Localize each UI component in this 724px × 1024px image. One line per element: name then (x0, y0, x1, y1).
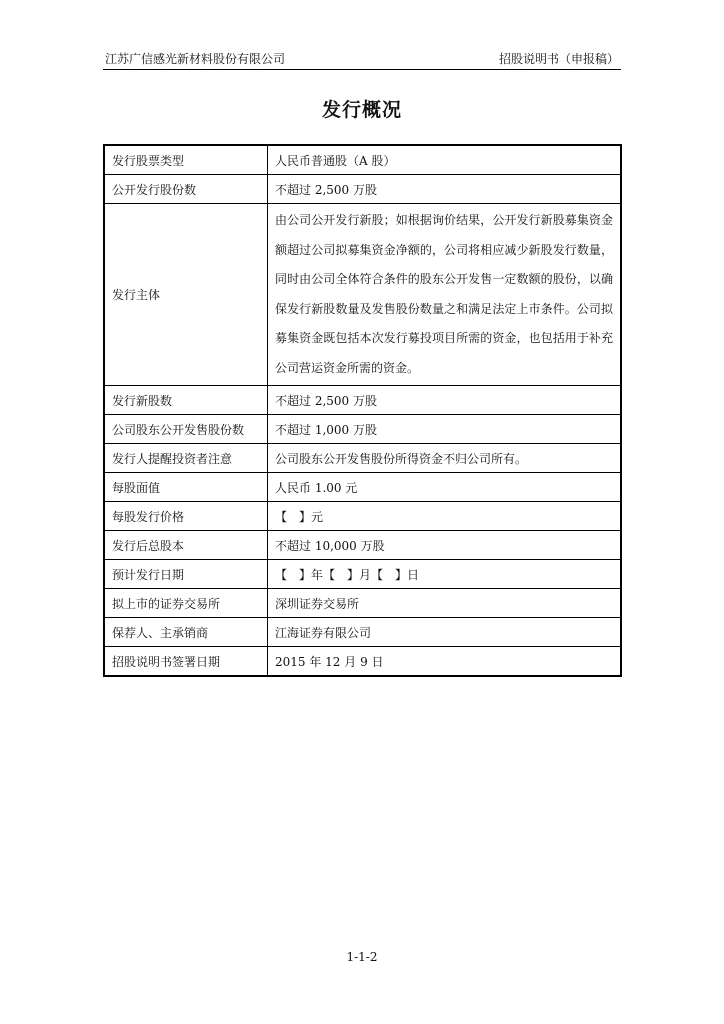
row-value: 不超过 2,500 万股 (268, 175, 622, 204)
row-value: 【 】元 (268, 502, 622, 531)
offering-overview-table (103, 144, 622, 677)
table-row (104, 618, 621, 647)
row-value: 不超过 2,500 万股 (268, 386, 622, 415)
row-value: 江海证券有限公司 (268, 618, 622, 647)
row-value: 深圳证券交易所 (268, 589, 622, 618)
row-value: 2015 年 12 月 9 日 (268, 647, 622, 677)
row-value: 公司股东公开发售股份所得资金不归公司所有。 (268, 444, 622, 473)
table-row (104, 415, 621, 444)
table-row (104, 386, 621, 415)
row-value: 人民币普通股（A 股） (268, 145, 622, 175)
row-label: 招股说明书签署日期 (104, 647, 268, 677)
table-row (104, 560, 621, 589)
table-row (104, 531, 621, 560)
table-row (104, 175, 621, 204)
row-label: 发行后总股本 (104, 531, 268, 560)
table-row (104, 444, 621, 473)
row-label: 公司股东公开发售股份数 (104, 415, 268, 444)
row-value: 人民币 1.00 元 (268, 473, 622, 502)
page-header (103, 50, 621, 70)
row-label: 保荐人、主承销商 (104, 618, 268, 647)
row-label: 公开发行股份数 (104, 175, 268, 204)
table-row (104, 647, 621, 677)
table-row (104, 145, 621, 175)
row-value: 【 】年【 】月【 】日 (268, 560, 622, 589)
row-value: 不超过 1,000 万股 (268, 415, 622, 444)
table-row (104, 473, 621, 502)
row-label: 预计发行日期 (104, 560, 268, 589)
row-label: 发行人提醒投资者注意 (104, 444, 268, 473)
company-name: 江苏广信感光新材料股份有限公司 (105, 52, 286, 66)
row-label: 发行股票类型 (104, 145, 268, 175)
row-label: 发行主体 (104, 204, 268, 386)
header-rule (103, 69, 621, 70)
table-row (104, 204, 621, 386)
table-row (104, 502, 621, 531)
page-number: 1-1-2 (346, 950, 378, 964)
row-label: 拟上市的证券交易所 (104, 589, 268, 618)
row-value: 不超过 10,000 万股 (268, 531, 622, 560)
row-label: 每股发行价格 (104, 502, 268, 531)
table-row (104, 589, 621, 618)
row-value: 由公司公开发行新股；如根据询价结果，公开发行新股募集资金额超过公司拟募集资金净额的，公司将相应减少新股发行数量，同时由公司全体符合条件的股东公开发售一定数额的股份，以确保发行新股数量及发售股份数量之和满足法定上市条件。公司拟募集资金既包括本次发行募投项目所需的资金，也包括用于补充公司营运资金所需的资金。 (268, 204, 622, 386)
document-type: 招股说明书（申报稿） (498, 52, 619, 66)
row-label: 每股面值 (104, 473, 268, 502)
row-label: 发行新股数 (104, 386, 268, 415)
page-title: 发行概况 (321, 99, 402, 121)
